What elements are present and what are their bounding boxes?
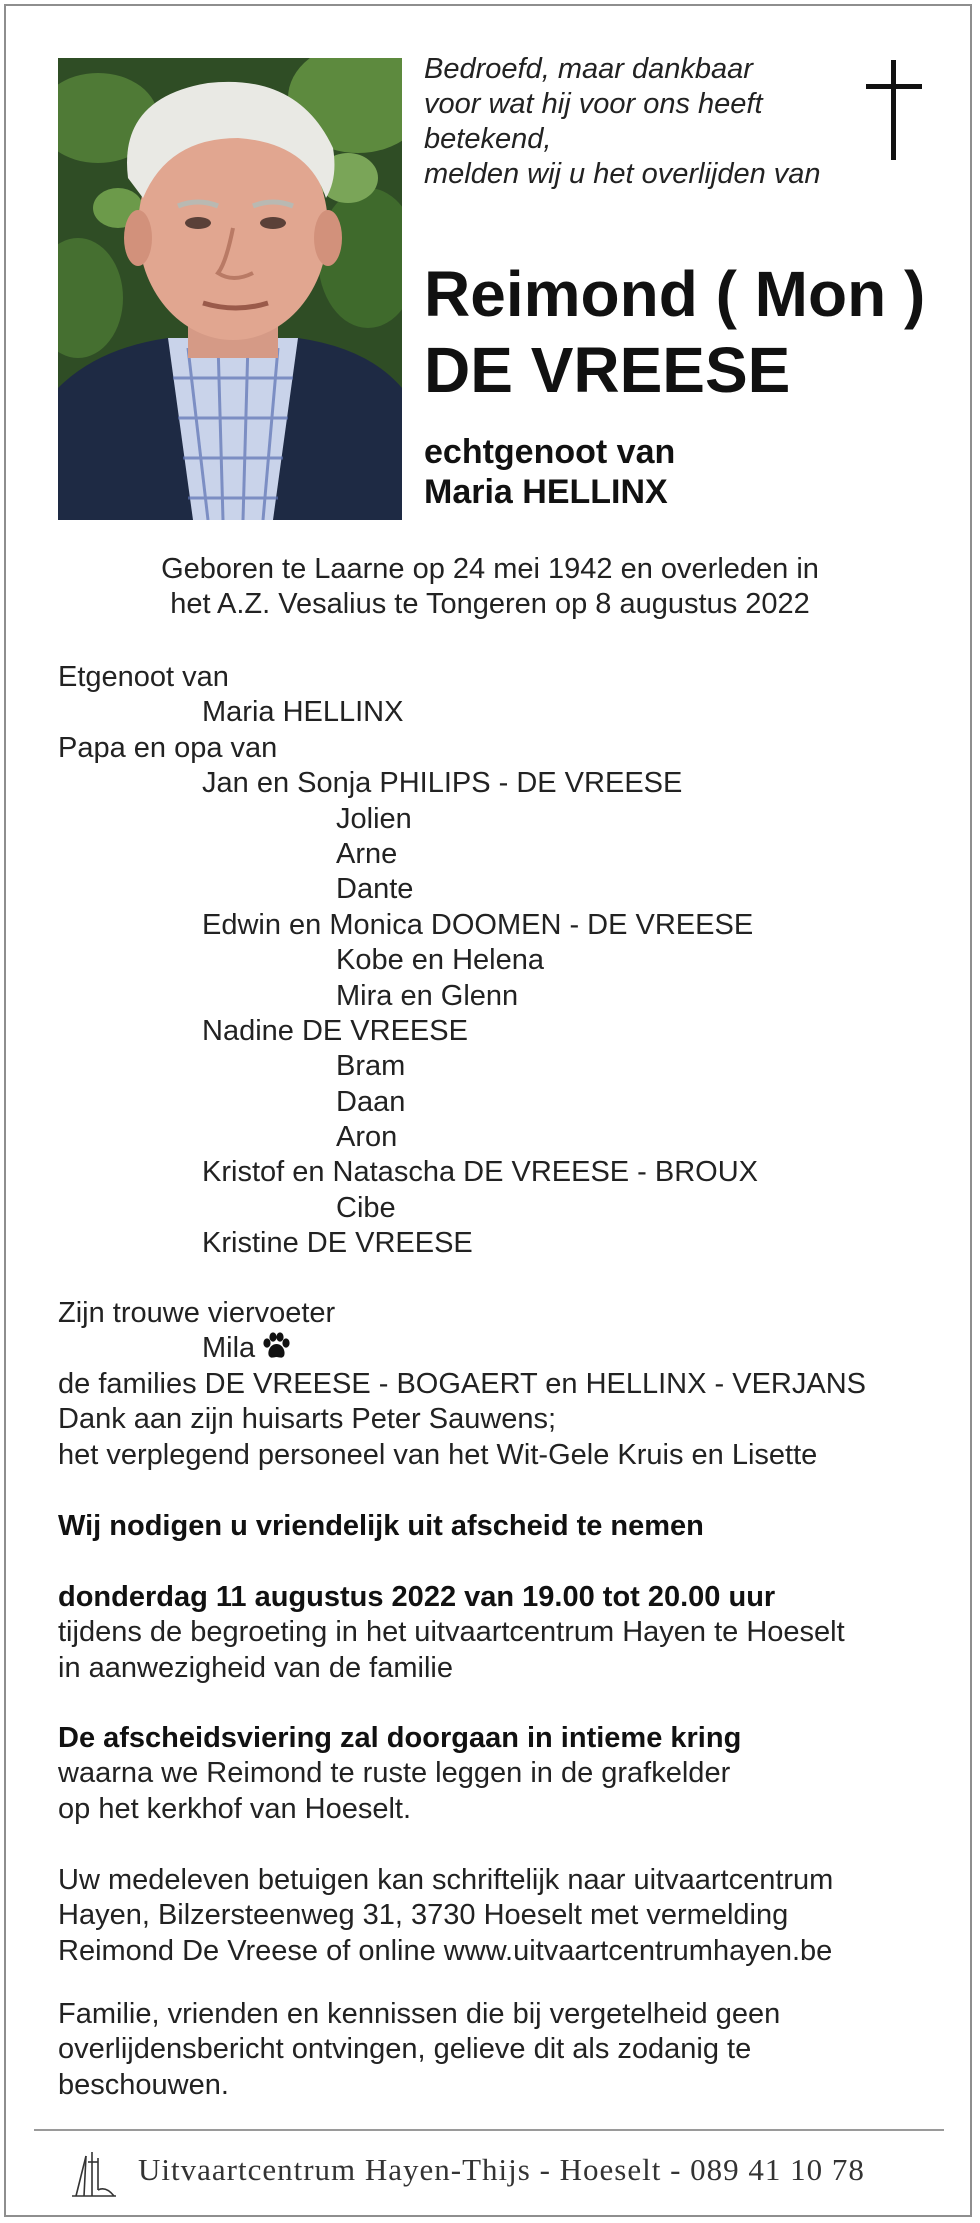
footer xyxy=(0,2146,980,2196)
visitation-line: tijdens de begroeting in het uitvaartcentrum Hayen te Hoeselt xyxy=(58,1616,845,1649)
spouse-label: echtgenoot van xyxy=(424,433,676,471)
family-member: Maria HELLINX xyxy=(202,696,404,729)
name-last: DE VREESE xyxy=(424,334,791,406)
visitation-time: donderdag 11 augustus 2022 van 19.00 tot 20.00 uur xyxy=(58,1581,776,1613)
death-line: het A.Z. Vesalius te Tongeren op 8 augustus 2022 xyxy=(170,588,810,620)
name-first: Reimond ( Mon ) xyxy=(424,258,926,330)
family-member: Jan en Sonja PHILIPS - DE VREESE xyxy=(202,767,683,800)
grandchild: Daan xyxy=(336,1085,406,1118)
family-list xyxy=(58,660,758,1262)
condolence-info xyxy=(58,1863,833,1969)
condolence-line: Reimond De Vreese of online www.uitvaartcentrumhayen.be xyxy=(58,1934,833,1967)
spouse-name: Maria HELLINX xyxy=(424,473,668,511)
paw-icon xyxy=(261,1332,291,1360)
family-member: Kristine DE VREESE xyxy=(202,1227,473,1260)
ceremony-line: waarna we Reimond te ruste leggen in de grafkelder xyxy=(58,1757,731,1790)
family-member: Kristof en Natascha DE VREESE - BROUX xyxy=(202,1156,759,1189)
ceremony-line: op het kerkhof van Hoeselt. xyxy=(58,1792,412,1825)
thanks-line: het verplegend personeel van het Wit-Gele Kruis en Lisette xyxy=(58,1438,818,1471)
closing-note xyxy=(58,1997,780,2103)
grandchild: Jolien xyxy=(336,802,412,835)
spouse-info xyxy=(424,432,675,512)
family-member: Edwin en Monica DOOMEN - DE VREESE xyxy=(202,908,754,941)
grandchild: Aron xyxy=(336,1121,398,1154)
grandchild: Dante xyxy=(336,873,414,906)
visitation-line: in aanwezigheid van de familie xyxy=(58,1651,453,1684)
birth-death-info xyxy=(0,552,980,622)
grandchild: Bram xyxy=(336,1050,406,1083)
pet-intro: Zijn trouwe viervoeter xyxy=(58,1297,336,1329)
birth-line: Geboren te Laarne op 24 mei 1942 en overleden in xyxy=(161,553,819,585)
thanks-line: de families DE VREESE - BOGAERT en HELLINX - VERJANS xyxy=(58,1367,866,1400)
closing-line: Familie, vrienden en kennissen die bij vergetelheid geen xyxy=(58,1998,781,2030)
grandchild: Mira en Glenn xyxy=(336,979,519,1012)
invitation xyxy=(58,1509,704,1544)
cross-icon xyxy=(866,60,922,160)
family-heading: Papa en opa van xyxy=(58,731,278,764)
deceased-name xyxy=(424,256,925,408)
intro-line: melden wij u het overlijden van xyxy=(424,158,821,190)
ceremony-heading: De afscheidsviering zal doorgaan in intieme kring xyxy=(58,1722,742,1754)
intro-text xyxy=(424,52,864,192)
intro-line: betekend, xyxy=(424,123,552,155)
grandchild: Cibe xyxy=(336,1191,396,1224)
footer-divider xyxy=(34,2129,944,2131)
intro-line: Bedroefd, maar dankbaar xyxy=(424,53,753,85)
intro-line: voor wat hij voor ons heeft xyxy=(424,88,763,120)
invitation-heading: Wij nodigen u vriendelijk uit afscheid te nemen xyxy=(58,1510,704,1542)
visitation-info xyxy=(58,1580,845,1686)
condolence-line: Uw medeleven betuigen kan schriftelijk naar uitvaartcentrum xyxy=(58,1864,834,1896)
closing-line: beschouwen. xyxy=(58,2068,229,2101)
pet-line xyxy=(58,1331,866,1366)
portrait-photo xyxy=(58,58,402,520)
grandchild: Kobe en Helena xyxy=(336,944,544,977)
footer-text: Uitvaartcentrum Hayen-Thijs - Hoeselt - 089 41 10 78 xyxy=(138,2152,865,2187)
pet-name: Mila xyxy=(202,1332,256,1365)
family-heading: Etgenoot van xyxy=(58,661,229,693)
closing-line: overlijdensbericht ontvingen, gelieve dit als zodanig te xyxy=(58,2033,752,2066)
condolence-line: Hayen, Bilzersteenweg 31, 3730 Hoeselt met vermelding xyxy=(58,1899,789,1932)
grandchild: Arne xyxy=(336,837,398,870)
pet-and-thanks xyxy=(58,1296,866,1473)
ceremony-info xyxy=(58,1721,741,1827)
funeral-home-logo-icon xyxy=(70,2146,118,2198)
family-member: Nadine DE VREESE xyxy=(202,1014,468,1047)
thanks-line: Dank aan zijn huisarts Peter Sauwens; xyxy=(58,1403,557,1436)
